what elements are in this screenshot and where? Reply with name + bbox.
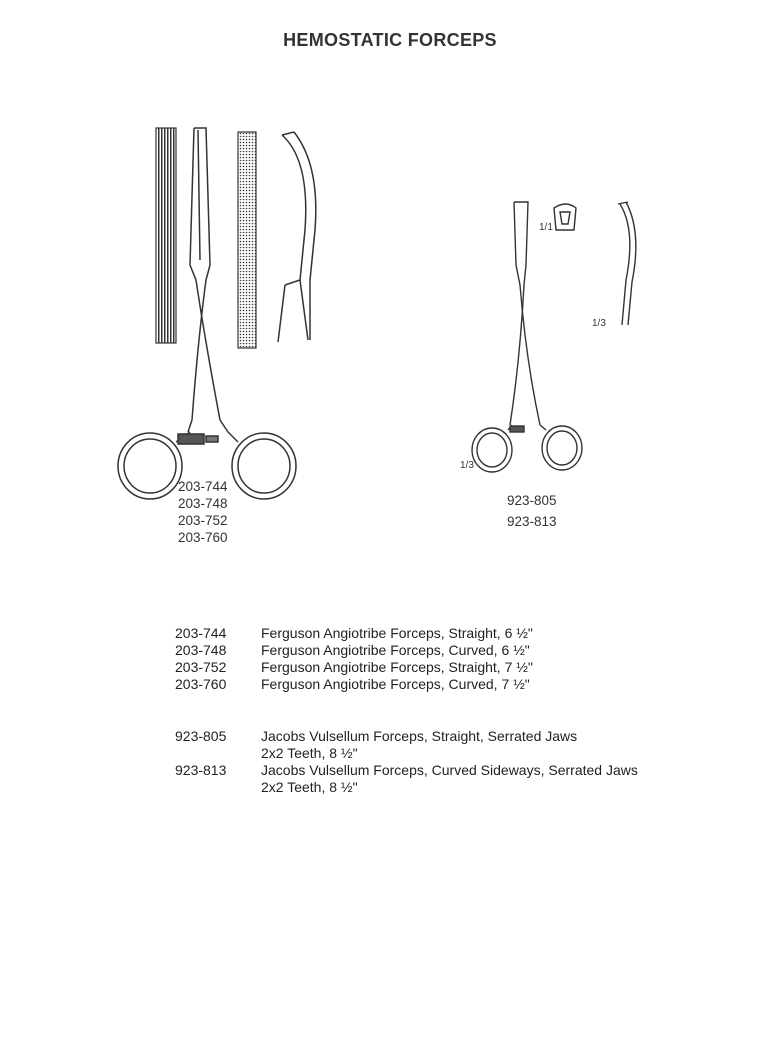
product-code: 923-813 xyxy=(175,762,227,778)
product-description: Ferguson Angiotribe Forceps, Straight, 6 ½" xyxy=(261,625,533,641)
product-description-line2: 2x2 Teeth, 8 ½" xyxy=(261,745,358,761)
product-description: Ferguson Angiotribe Forceps, Curved, 7 ½" xyxy=(261,676,530,692)
list-item xyxy=(175,659,533,676)
product-description: Ferguson Angiotribe Forceps, Straight, 7 ½" xyxy=(261,659,533,675)
product-description-line2: 2x2 Teeth, 8 ½" xyxy=(261,779,358,795)
list-item xyxy=(175,728,638,762)
product-code: 203-748 xyxy=(175,642,227,658)
figure-code: 923-805 xyxy=(507,493,557,508)
jacobs-forceps-illustration xyxy=(440,190,650,480)
product-code: 203-744 xyxy=(175,625,227,641)
scale-label-teeth: 1/1 xyxy=(539,222,553,233)
jacobs-product-list xyxy=(175,728,638,796)
product-code: 203-760 xyxy=(175,676,227,692)
list-item xyxy=(175,676,533,693)
product-code: 203-752 xyxy=(175,659,227,675)
figure-code: 923-813 xyxy=(507,514,557,529)
figure-code: 203-760 xyxy=(178,530,228,545)
page-title: HEMOSTATIC FORCEPS xyxy=(283,30,497,50)
figure-left-codes xyxy=(178,478,228,546)
ferguson-product-list xyxy=(175,625,533,693)
figure-right-codes xyxy=(507,490,557,532)
vulsellum-body xyxy=(472,202,582,472)
product-description: Jacobs Vulsellum Forceps, Straight, Serrated Jaws xyxy=(261,728,578,744)
scale-label-forceps: 1/3 xyxy=(460,460,474,471)
list-item xyxy=(175,625,533,642)
ferguson-forceps-illustration xyxy=(110,120,320,505)
curved-jaw-detail xyxy=(278,132,316,342)
figure-code: 203-752 xyxy=(178,513,228,528)
figure-code: 203-748 xyxy=(178,496,228,511)
forceps-body xyxy=(118,128,296,499)
teeth-detail xyxy=(554,204,576,230)
jaw-detail-dotted xyxy=(238,132,256,348)
scale-label-jaw: 1/3 xyxy=(592,318,606,329)
figure-code: 203-744 xyxy=(178,479,228,494)
curved-jaw-side-detail xyxy=(618,202,636,325)
list-item xyxy=(175,642,533,659)
product-description: Jacobs Vulsellum Forceps, Curved Sideways, Serrated Jaws xyxy=(261,762,638,778)
list-item xyxy=(175,762,638,796)
product-code: 923-805 xyxy=(175,728,227,744)
jaw-detail-straight xyxy=(156,128,176,343)
product-description: Ferguson Angiotribe Forceps, Curved, 6 ½" xyxy=(261,642,530,658)
